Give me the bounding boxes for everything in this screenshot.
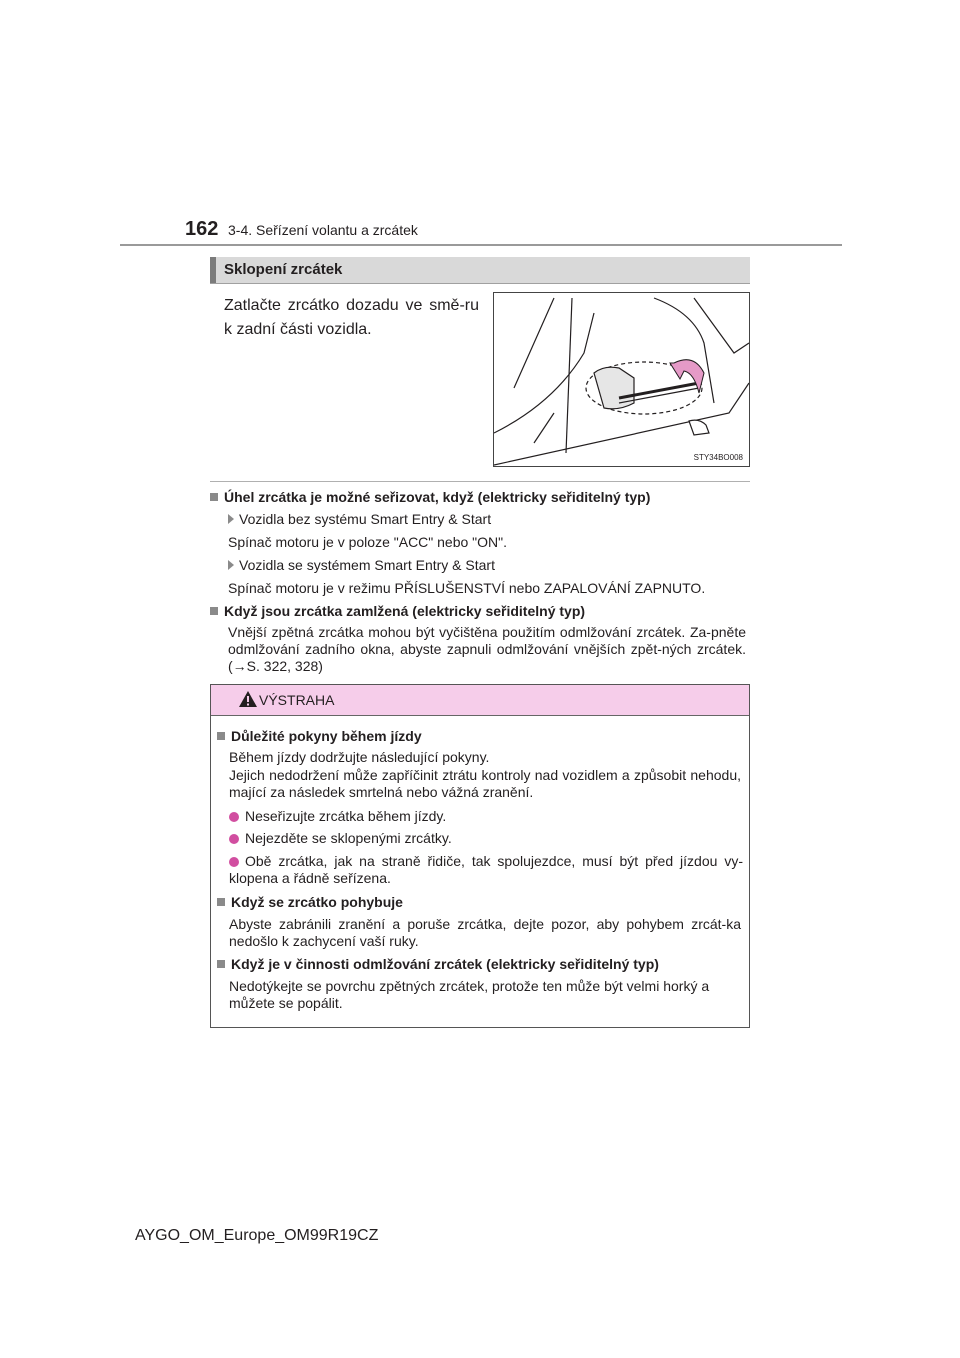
chapter-title: 3-4. Seřízení volantu a zrcátek — [228, 222, 418, 238]
warning-bullet: Obě zrcátka, jak na straně řidiče, tak spolujezdce, musí být před jízdou vy-klopena a řádně seřízena. — [229, 853, 743, 886]
header-rule — [120, 244, 842, 246]
mirror-illustration — [493, 292, 750, 467]
warning-text-driving-1: Během jízdy dodržujte následující pokyny. — [229, 749, 490, 765]
square-bullet-icon — [210, 607, 218, 615]
divider — [210, 481, 750, 482]
figure-code: STY34BO008 — [693, 453, 743, 462]
item-heading-angle: Úhel zrcátka je možné seřizovat, když (elektricky seřiditelný typ) — [210, 489, 650, 505]
sub-text-smart: Spínač motoru je v režimu PŘÍSLUŠENSTVÍ nebo ZAPALOVÁNÍ ZAPNUTO. — [228, 580, 706, 596]
warning-title: VÝSTRAHA — [259, 692, 335, 708]
section-rule — [210, 283, 750, 284]
warning-bullet: Nejezděte se sklopenými zrcátky. — [229, 830, 452, 847]
warning-header — [211, 685, 749, 716]
section-header-bar — [210, 257, 216, 283]
item-text-fogged: Vnější zpětná zrcátka mohou být vyčištěna použitím odmlžování zrcátek. Za-pněte odmlžování zadního okna, abyste zapnuli odmlžování vnějších zpět-ných zrcátek. (→S. 322, 328) — [228, 624, 746, 674]
round-bullet-icon — [229, 812, 239, 822]
intro-text: Zatlačte zrcátko dozadu ve smě-ru k zadní části vozidla. — [224, 297, 479, 338]
section-title: Sklopení zrcátek — [224, 261, 343, 278]
square-bullet-icon — [217, 732, 225, 740]
footer-doc-id: AYGO_OM_Europe_OM99R19CZ — [135, 1227, 379, 1244]
round-bullet-icon — [229, 857, 239, 867]
square-bullet-icon — [217, 960, 225, 968]
section-header — [210, 257, 750, 283]
sub-text-no-smart: Spínač motoru je v poloze "ACC" nebo "ON". — [228, 534, 508, 550]
item-heading-fogged: Když jsou zrcátka zamlžená (elektricky seřiditelný typ) — [210, 603, 585, 619]
warning-heading-defog: Když je v činnosti odmlžování zrcátek (elektricky seřiditelný typ) — [217, 956, 659, 972]
sub-label-no-smart: Vozidla bez systému Smart Entry & Start — [228, 511, 491, 528]
sub-label-smart: Vozidla se systémem Smart Entry & Start — [228, 557, 495, 574]
warning-heading-moving: Když se zrcátko pohybuje — [217, 894, 403, 910]
warning-triangle-icon — [239, 691, 257, 707]
page-number: 162 — [185, 218, 219, 240]
triangle-bullet-icon — [228, 514, 234, 524]
warning-text-driving-2: Jejich nedodržení může zapříčinit ztrátu kontroly nad vozidlem a způsobit nehodu, mající za následek smrtelná nebo vážná zranění. — [229, 767, 741, 800]
warning-bullet: Neseřizujte zrcátka během jízdy. — [229, 808, 446, 825]
warning-box — [210, 684, 750, 1028]
warning-text-moving: Abyste zabránili zranění a poruše zrcátka, dejte pozor, aby pohybem zrcát-ka nedošlo k zachycení vaší ruky. — [229, 916, 741, 949]
round-bullet-icon — [229, 834, 239, 844]
square-bullet-icon — [217, 898, 225, 906]
warning-text-defog: Nedotýkejte se povrchu zpětných zrcátek, protože ten může být velmi horký a můžete se popálit. — [229, 978, 710, 1011]
warning-heading-driving: Důležité pokyny během jízdy — [217, 728, 422, 744]
square-bullet-icon — [210, 493, 218, 501]
triangle-bullet-icon — [228, 560, 234, 570]
mirror-fold-drawing — [494, 293, 749, 466]
